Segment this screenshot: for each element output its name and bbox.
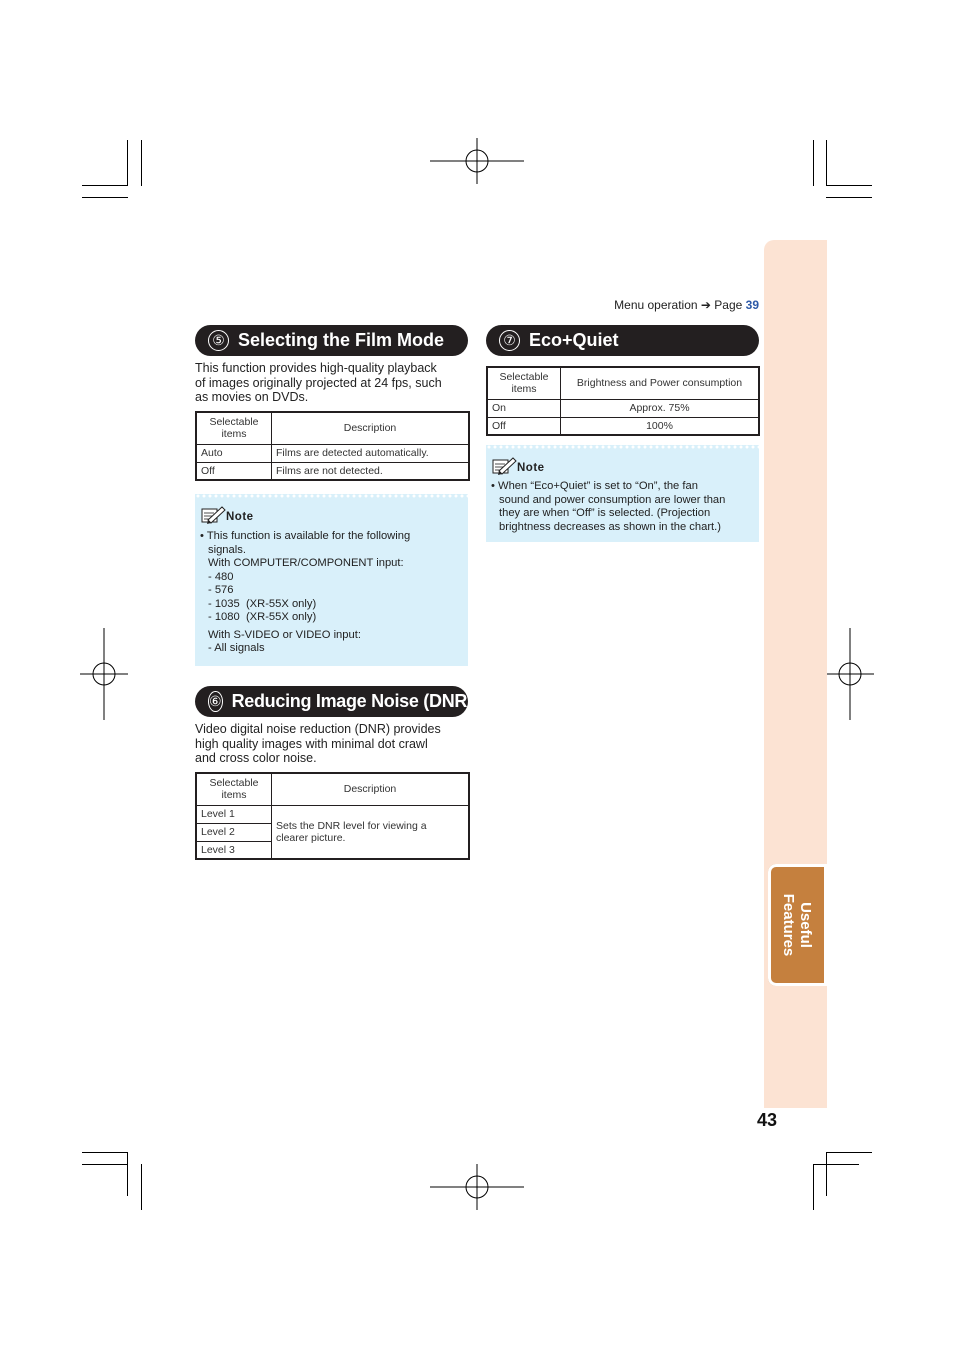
note-line: - All signals xyxy=(208,642,265,654)
table-header: Brightness and Power consumption xyxy=(561,367,760,399)
table-cell: Off xyxy=(196,462,272,480)
note-line: With COMPUTER/COMPONENT input: xyxy=(208,557,404,569)
note-line: With S-VIDEO or VIDEO input: xyxy=(208,628,361,641)
table-cell-description: Sets the DNR level for viewing a clearer picture. xyxy=(272,805,470,859)
section-heading-eco-quiet xyxy=(486,325,759,356)
section-number-icon: ⑥ xyxy=(208,691,223,712)
note-line: sound and power consumption are lower than xyxy=(499,493,726,506)
pencil-note-icon xyxy=(200,505,226,525)
section-heading-dnr xyxy=(195,686,473,717)
table-row xyxy=(487,417,759,435)
page-link[interactable]: 39 xyxy=(745,298,759,312)
chapter-tab-useful-features[interactable] xyxy=(768,864,827,986)
note-line: • This function is available for the following xyxy=(200,530,411,542)
registration-mark-top xyxy=(430,138,524,184)
intro-line: of images originally projected at 24 fps, such xyxy=(195,375,442,390)
table-cell: Auto xyxy=(196,444,272,462)
table-header: Selectable items xyxy=(196,412,272,444)
table-cell: Level 2 xyxy=(196,823,272,841)
table-cell: On xyxy=(487,399,561,417)
table-cell: Off xyxy=(487,417,561,435)
section-intro-film-mode xyxy=(195,361,470,405)
section-number-icon: ⑤ xyxy=(208,330,229,351)
menu-operation-reference xyxy=(560,298,759,312)
section-intro-dnr xyxy=(195,722,470,766)
note-box-eco-quiet xyxy=(486,445,759,542)
dotted-border xyxy=(486,445,759,449)
section-title: Eco+Quiet xyxy=(529,330,619,350)
table-cell: Approx. 75% xyxy=(561,399,760,417)
film-mode-table xyxy=(195,411,470,481)
note-line: signals. xyxy=(208,543,246,556)
section-heading-film-mode xyxy=(195,325,468,356)
intro-line: and cross color noise. xyxy=(195,751,317,765)
table-header: Selectable items xyxy=(196,773,272,805)
table-row xyxy=(487,399,759,417)
registration-mark-bottom xyxy=(430,1164,524,1210)
note-line: they are when “Off” is selected. (Projection xyxy=(499,507,711,519)
table-row xyxy=(196,462,469,480)
table-cell: Level 3 xyxy=(196,841,272,859)
note-body xyxy=(491,480,725,534)
intro-line: high quality images with minimal dot crawl xyxy=(195,736,428,751)
table-row xyxy=(196,444,469,462)
note-line: • When “Eco+Quiet” is set to “On”, the fan xyxy=(491,480,698,492)
chapter-tab-line2: Features xyxy=(780,893,798,957)
note-body xyxy=(200,530,410,656)
registration-mark-left xyxy=(80,628,128,720)
intro-line: Video digital noise reduction (DNR) provides xyxy=(195,722,441,736)
intro-line: This function provides high-quality playback xyxy=(195,361,437,375)
section-title: Reducing Image Noise (DNR) xyxy=(231,691,473,711)
note-line: brightness decreases as shown in the chart.) xyxy=(499,520,722,533)
chapter-tab-label xyxy=(768,864,827,986)
note-box-film-mode xyxy=(195,494,468,666)
table-cell: Films are not detected. xyxy=(272,462,470,480)
note-title: Note xyxy=(517,462,545,474)
intro-line: as movies on DVDs. xyxy=(195,390,309,404)
section-title: Selecting the Film Mode xyxy=(238,330,445,350)
table-header: Description xyxy=(272,412,470,444)
menu-operation-text: Menu operation ➔ Page xyxy=(614,298,743,312)
chapter-tab-line1: Useful xyxy=(797,902,815,948)
registration-mark-right xyxy=(826,628,874,720)
note-line: - 576 xyxy=(208,584,234,596)
table-cell: 100% xyxy=(561,417,760,435)
section-number-icon: ⑦ xyxy=(499,330,520,351)
eco-quiet-table xyxy=(486,366,760,436)
note-line: - 480 xyxy=(208,570,234,583)
pencil-note-icon xyxy=(491,456,517,476)
dnr-table xyxy=(195,772,470,860)
table-header: Description xyxy=(272,773,470,805)
table-cell: Level 1 xyxy=(196,805,272,823)
note-line: - 1080 (XR-55X only) xyxy=(208,611,317,623)
note-line: - 1035 (XR-55X only) xyxy=(208,597,317,610)
table-row xyxy=(196,805,469,823)
page-number: 43 xyxy=(757,1110,778,1130)
table-cell: Films are detected automatically. xyxy=(272,444,470,462)
note-title: Note xyxy=(226,511,254,523)
table-header: Selectable items xyxy=(487,367,561,399)
dotted-border xyxy=(195,494,468,498)
